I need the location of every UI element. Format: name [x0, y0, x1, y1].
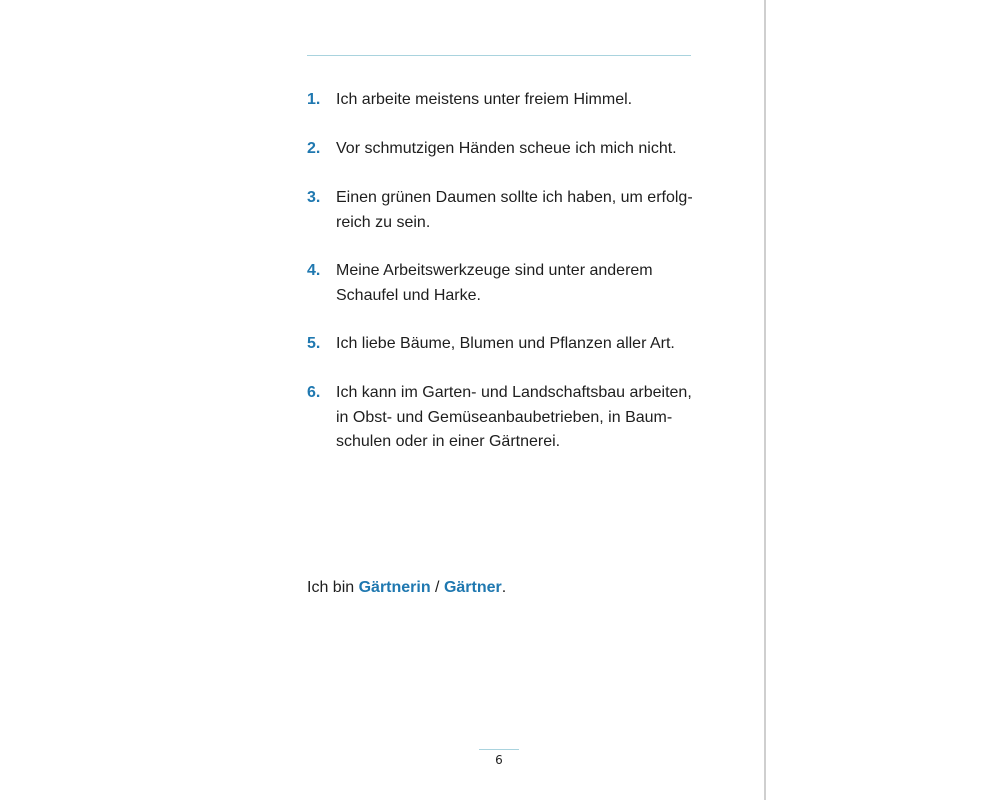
right-pane: [766, 0, 1000, 800]
statement-suffix: .: [501, 579, 507, 596]
list-item: [307, 332, 707, 357]
item-line: Vor schmutzigen Händen scheue ich mich nicht.: [336, 140, 677, 157]
list-item: [307, 381, 707, 455]
list-item: [307, 137, 707, 162]
item-text: [336, 186, 696, 235]
list-item: [307, 88, 707, 113]
item-number: 6.: [307, 384, 321, 401]
statement-separator: /: [430, 579, 444, 596]
item-text: [336, 332, 696, 357]
item-text: [336, 88, 696, 113]
profession-statement: [307, 576, 506, 600]
page-number: 6: [495, 753, 503, 767]
top-rule: [307, 55, 691, 56]
item-line: Meine Arbeitswerkzeuge sind unter anderem: [336, 262, 653, 279]
item-text: [336, 137, 696, 162]
item-line: Ich liebe Bäume, Blumen und Pflanzen aller Art.: [336, 335, 675, 352]
answer-male: Gärtner: [443, 579, 502, 596]
item-line: Schaufel und Harke.: [336, 286, 481, 304]
footer-rule: [479, 749, 519, 750]
list-item: [307, 186, 707, 235]
item-line: Ich arbeite meistens unter freiem Himmel.: [336, 91, 633, 108]
item-text: [336, 259, 696, 308]
item-number: 3.: [307, 189, 321, 206]
item-number: 5.: [307, 335, 321, 352]
item-line: in Obst- und Gemüseanbaubetrieben, in Baum-: [336, 408, 673, 426]
item-number: 4.: [307, 262, 321, 279]
answer-female: Gärtnerin: [358, 579, 431, 596]
item-line: Ich kann im Garten- und Landschaftsbau arbeiten,: [336, 384, 692, 401]
item-number: 2.: [307, 140, 321, 157]
item-text: [336, 381, 696, 455]
item-line: reich zu sein.: [336, 213, 431, 231]
item-line: Einen grünen Daumen sollte ich haben, um erfolg-: [336, 189, 693, 206]
item-number: 1.: [307, 91, 321, 108]
item-line: schulen oder in einer Gärtnerei.: [336, 433, 561, 450]
statement-prefix: Ich bin: [307, 579, 359, 596]
list-item: [307, 259, 707, 308]
